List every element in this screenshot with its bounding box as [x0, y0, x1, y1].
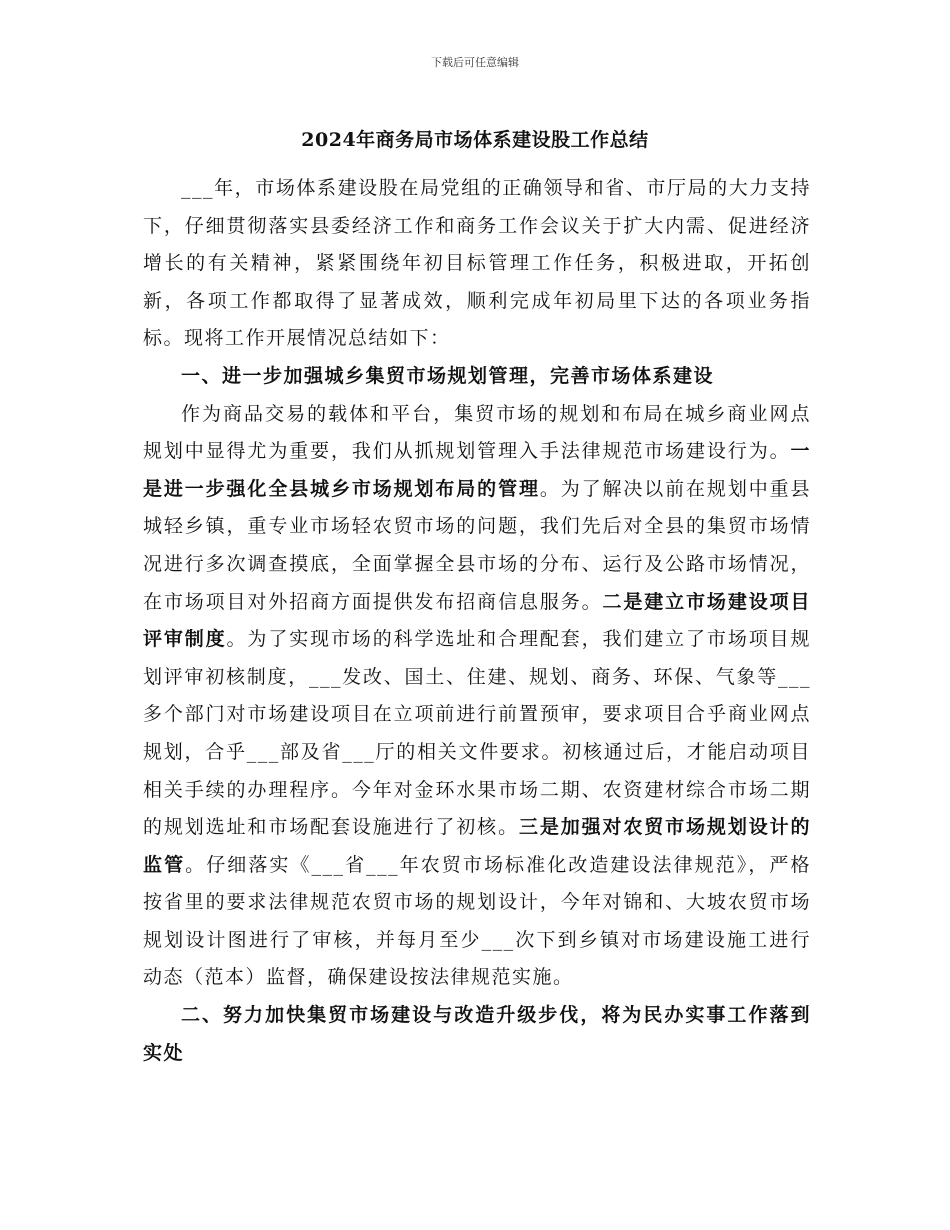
page-header: 下载后可任意编辑 — [431, 56, 519, 69]
paragraph — [143, 396, 811, 998]
bold-phrase: 二是建立市场建设项目评审制度 — [143, 590, 811, 651]
bold-phrase: 一是进一步强化全县城乡市场规划布局的管理 — [143, 440, 811, 500]
paragraph — [143, 170, 811, 358]
bold-phrase: 三是加强对农贸市场规划设计的监管 — [143, 816, 811, 876]
section-heading — [143, 358, 811, 396]
text-run: 。仔细落实《___省___年农贸市场标准化改造建设法律规范》，严格按省里的要求法律规范农贸市场的规划设计，今年对锦和、大坡农贸市场规划设计图进行了审核，并每月至少___次下到乡镇对市场建设施工进行动态（范本）监督，确保建设按法律规范实施。 — [143, 853, 811, 989]
text-run: 。为了实现市场的科学选址和合理配套，我们建立了市场项目规划评审初核制度，___发改、国土、住建、规划、商务、环保、气象等___多个部门对市场建设项目在立项前进行前置预审，要求项目合乎商业网点规划，合乎___部及省___厅的相关文件要求。初核通过后，才能启动项目相关手续的办理程序。今年对金环水果市场二期、农资建材综合市场二期的规划选址和市场配套设施进行了初核。 — [143, 628, 811, 839]
section-heading — [143, 997, 811, 1072]
document-body — [143, 170, 811, 1072]
text-run: 作为商品交易的载体和平台，集贸市场的规划和布局在城乡商业网点规划中显得尤为重要，我们从抓规划管理入手法律规范市场建设行为。 — [143, 402, 811, 463]
document-title: 2024年商务局市场体系建设股工作总结 — [301, 129, 649, 151]
text-run: 二、努力加快集贸市场建设与改造升级步伐，将为民办实事工作落到实处 — [143, 1004, 811, 1064]
text-run: ___年，市场体系建设股在局党组的正确领导和省、市厅局的大力支持下，仔细贯彻落实县委经济工作和商务工作会议关于扩大内需、促进经济增长的有关精神，紧紧围绕年初目标管理工作任务，积极进取，开拓创新，各项工作都取得了显著成效，顺利完成年初局里下达的各项业务指标。现将工作开展情况总结如下： — [143, 177, 811, 350]
text-run: 一、进一步加强城乡集贸市场规划管理，完善市场体系建设 — [181, 364, 715, 387]
text-run: 。为了解决以前在规划中重县城轻乡镇，重专业市场轻农贸市场的问题，我们先后对全县的集贸市场情况进行多次调查摸底，全面掌握全县市场的分布、运行及公路市场情况，在市场项目对外招商方面提供发布招商信息服务。 — [143, 477, 811, 613]
